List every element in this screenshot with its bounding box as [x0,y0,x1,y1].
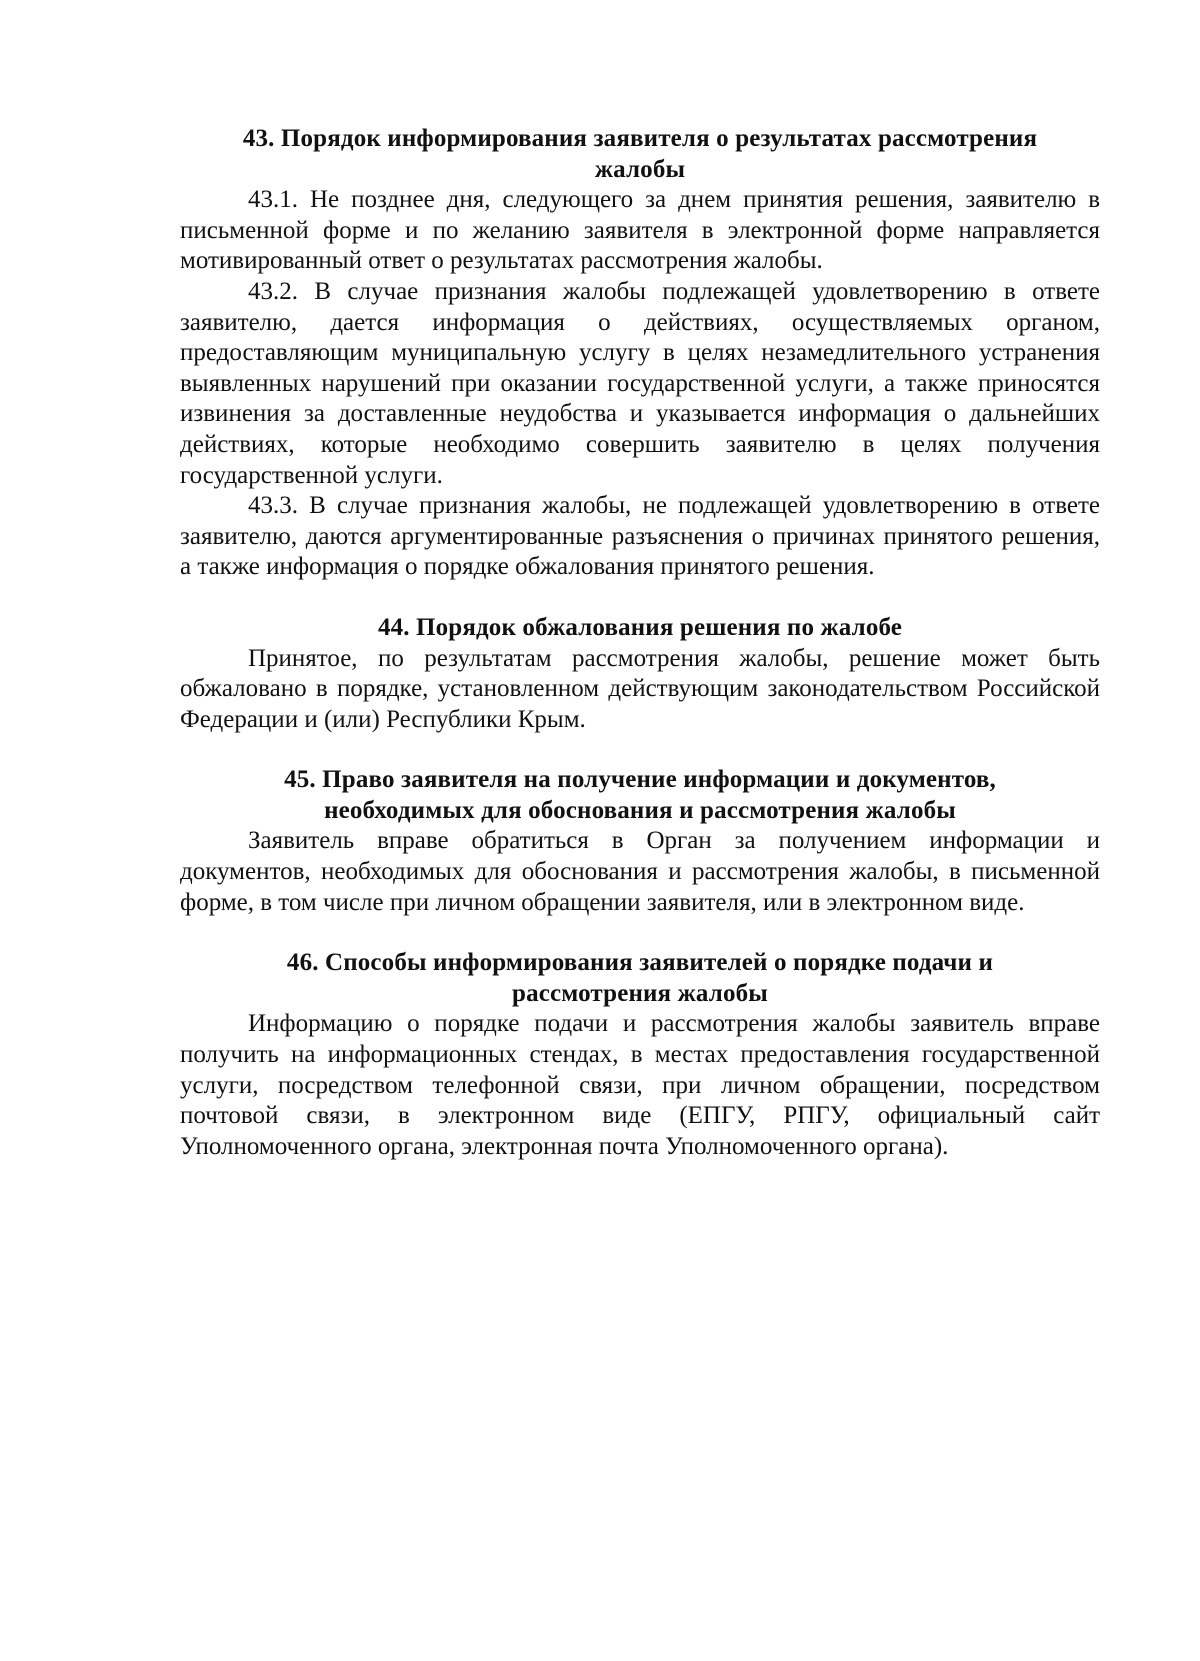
section-heading [180,613,1100,644]
section-heading [180,948,1100,1009]
section-spacer [180,583,1100,613]
section-spacer [180,735,1100,765]
section-43 [180,124,1100,583]
section-44 [180,613,1100,735]
paragraph-43-3: 43.3. В случае признания жалобы, не подлежащей удовлетворению в ответе заявителю, даются аргументированные разъяснения о причинах принятого решения, а также информация о порядке обжалования принятого решения. [180,492,1100,581]
section-heading [180,124,1100,185]
heading-line: рассмотрения жалобы [512,979,768,1007]
paragraph-44: Принятое, по результатам рассмотрения жалобы, решение может быть обжаловано в порядке, установленном действующим законодательством Российской Федерации и (или) Республики Крым. [180,644,1100,733]
paragraph-43-2: 43.2. В случае признания жалобы подлежащей удовлетворению в ответе заявителю, дается информация о действиях, осуществляемых органом, предоставляющим муниципальную услугу в целях незамедлительного устранения выявленных нарушений при оказании государственной услуги, а также приносятся извинения за доставленные неудобства и указывается информация о дальнейших действиях, которые необходимо совершить заявителю в целях получения государственной услуги. [180,277,1100,489]
section-heading [180,765,1100,826]
heading-line: 44. Порядок обжалования решения по жалобе [377,613,903,641]
heading-line: 46. Способы информирования заявителей о порядке подачи и [286,949,994,977]
heading-line: жалобы [594,155,686,183]
paragraph-45: Заявитель вправе обратиться в Орган за получением информации и документов, необходимых для обоснования и рассмотрения жалобы, в письменной форме, в том числе при личном обращении заявителя, или в электронном виде. [180,827,1100,916]
paragraph-46: Информацию о порядке подачи и рассмотрения жалобы заявитель вправе получить на информационных стендах, в местах предоставления государственной услуги, посредством телефонной связи, при личном обращении, посредством почтовой связи, в электронном виде (ЕПГУ, РПГУ, официальный сайт Уполномоченного органа, электронная почта Уполномоченного органа). [180,1010,1100,1160]
heading-line: необходимых для обоснования и рассмотрения жалобы [324,796,956,824]
section-45 [180,765,1100,918]
document-body [180,124,1100,1162]
paragraph-43-1: 43.1. Не позднее дня, следующего за днем принятия решения, заявителю в письменной форме и по желанию заявителя в электронной форме направляется мотивированный ответ о результатах рассмотрения жалобы. [180,186,1100,275]
section-spacer [180,918,1100,948]
heading-line: 45. Право заявителя на получение информации и документов, [284,766,996,794]
section-46 [180,948,1100,1162]
heading-line: 43. Порядок информирования заявителя о результатах рассмотрения [242,125,1038,152]
